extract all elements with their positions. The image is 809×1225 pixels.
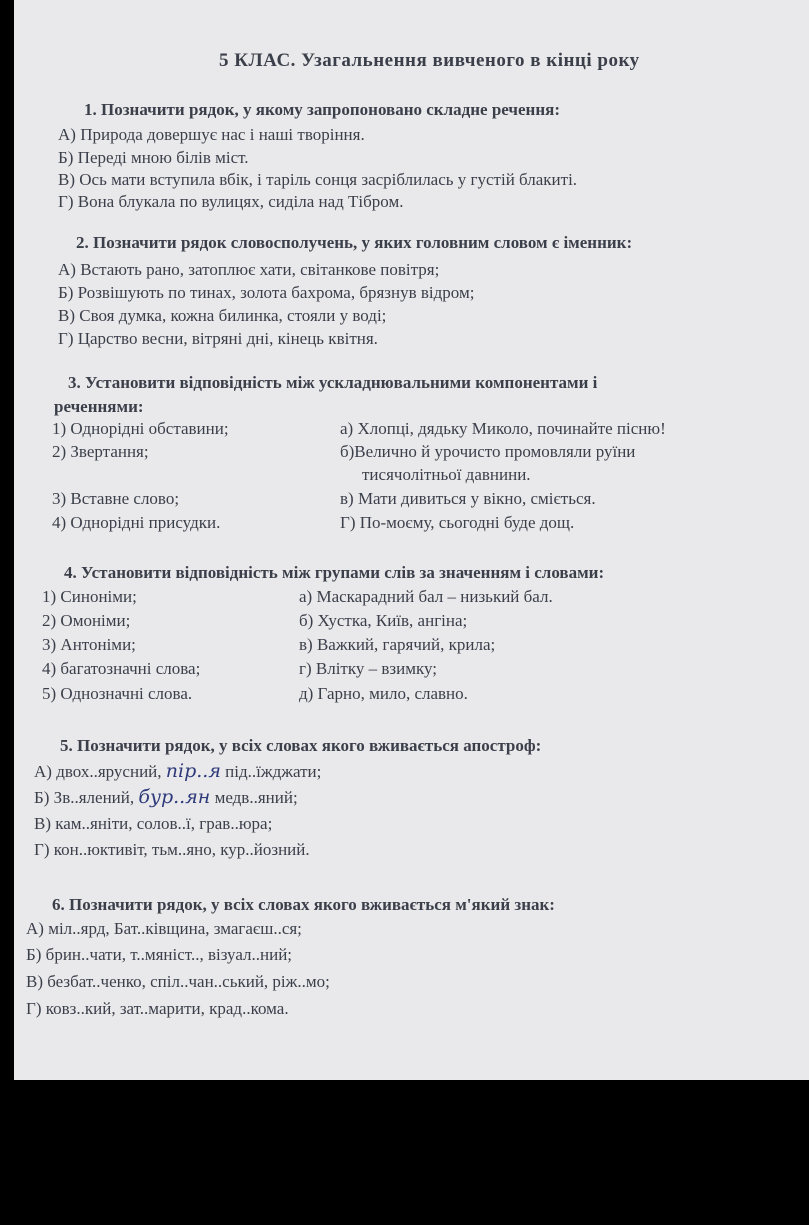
q5-option-b-end: медв..яний; xyxy=(214,788,298,807)
q1-option-c: В) Ось мати вступила вбік, і таріль сонця засріблилась у густій блакиті. xyxy=(58,170,578,189)
q3-left-1: 1) Однорідні обставини; xyxy=(52,419,229,438)
q1-option-d: Г) Вона блукала по вулицях, сиділа над Тібром. xyxy=(58,192,404,211)
q3-right-b-cont: тисячолітньої давнини. xyxy=(362,465,531,484)
q6-option-b: Б) брин..чати, т..мяніст.., візуал..ний; xyxy=(26,945,293,964)
q3-left-4: 4) Однорідні присудки. xyxy=(52,513,221,532)
q2-option-a: А) Встають рано, затоплює хати, світанкове повітря; xyxy=(58,260,440,279)
q6-option-c: В) безбат..ченко, спіл..чан..ський, ріж..мо; xyxy=(26,972,330,991)
q5-option-a-handwritten: пір..я xyxy=(165,760,221,782)
q3-right-d: Г) По-моєму, сьогодні буде дощ. xyxy=(340,513,575,532)
q1-option-a: А) Природа довершує нас і наші творіння. xyxy=(58,125,365,144)
q3-right-b: б)Велично й урочисто промовляли руїни xyxy=(340,442,636,461)
q2-option-d: Г) Царство весни, вітряні дні, кінець квітня. xyxy=(58,329,378,348)
q3-left-3: 3) Вставне слово; xyxy=(52,489,180,508)
q5-option-d: Г) кон..юктивіт, тьм..яно, кур..йозний. xyxy=(34,840,310,859)
q5-heading: 5. Позначити рядок, у всіх словах якого вживається апостроф: xyxy=(60,736,542,755)
worksheet-page xyxy=(14,0,809,1080)
page-title: 5 КЛАС. Узагальнення вивченого в кінці року xyxy=(219,50,640,71)
q4-left-2: 2) Омоніми; xyxy=(42,611,131,630)
q6-option-d: Г) ковз..кий, зат..марити, крад..кома. xyxy=(26,999,289,1018)
q1-option-b: Б) Переді мною білів міст. xyxy=(58,148,249,167)
q1-heading: 1. Позначити рядок, у якому запропоновано складне речення: xyxy=(84,100,560,119)
q5-option-b-handwritten: бур..ян xyxy=(138,786,211,808)
q5-option-b xyxy=(34,786,298,809)
q4-right-a: а) Маскарадний бал – низький бал. xyxy=(299,587,553,606)
q3-heading-line1: 3. Установити відповідність між ускладнювальними компонентами і xyxy=(68,373,598,392)
q4-right-e: д) Гарно, мило, славно. xyxy=(299,684,468,703)
q5-option-a-start: А) двох..ярусний, xyxy=(34,762,162,781)
q5-option-a-end: під..їжджати; xyxy=(225,762,322,781)
q4-left-5: 5) Однозначні слова. xyxy=(42,684,193,703)
q6-heading: 6. Позначити рядок, у всіх словах якого вживається м'який знак: xyxy=(52,895,555,914)
q2-option-c: В) Своя думка, кожна билинка, стояли у воді; xyxy=(58,306,387,325)
q3-left-2: 2) Звертання; xyxy=(52,442,149,461)
q6-option-a: А) міл..ярд, Бат..ківщина, змагаєш..ся; xyxy=(26,919,302,938)
q4-right-b: б) Хустка, Київ, ангіна; xyxy=(299,611,468,630)
q4-left-4: 4) багатозначні слова; xyxy=(42,659,201,678)
q4-right-d: г) Влітку – взимку; xyxy=(299,659,437,678)
q3-right-c: в) Мати дивиться у вікно, сміється. xyxy=(340,489,596,508)
q5-option-c: В) кам..яніти, солов..ї, грав..юра; xyxy=(34,814,273,833)
q3-right-a: а) Хлопці, дядьку Миколо, починайте пісню! xyxy=(340,419,666,438)
q5-option-a xyxy=(34,760,321,783)
q3-heading-line2: реченнями: xyxy=(54,397,144,416)
q4-right-c: в) Важкий, гарячий, крила; xyxy=(299,635,496,654)
q2-option-b: Б) Розвішують по тинах, золота бахрома, брязнув відром; xyxy=(58,283,475,302)
q5-option-b-start: Б) Зв..ялений, xyxy=(34,788,135,807)
q4-left-3: 3) Антоніми; xyxy=(42,635,136,654)
q4-left-1: 1) Синоніми; xyxy=(42,587,137,606)
q2-heading: 2. Позначити рядок словосполучень, у яких головним словом є іменник: xyxy=(76,233,633,252)
q4-heading: 4. Установити відповідність між групами слів за значенням і словами: xyxy=(64,563,605,582)
